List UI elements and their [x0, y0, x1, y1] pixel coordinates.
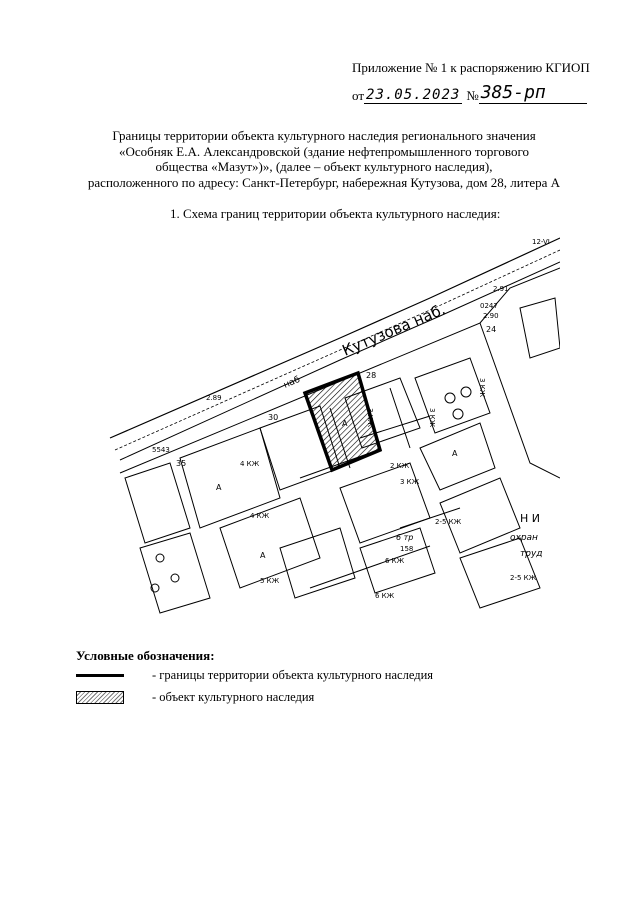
floors-label-5: 3 КЖ	[400, 478, 420, 486]
legend-title: Условные обозначения:	[76, 648, 215, 663]
elev-mark-1: 2.89	[206, 394, 222, 402]
floors-label-10: 6 КЖ	[375, 592, 395, 600]
text-6tp: 6 тр	[396, 533, 414, 542]
letter-a-label-1: А	[342, 419, 348, 428]
number-label: №	[466, 88, 479, 103]
house-number-35: 35	[176, 459, 187, 468]
text-ohran: охран	[510, 533, 538, 543]
document-title	[64, 128, 584, 190]
order-line	[352, 82, 592, 104]
text-12v: 12-VI	[532, 238, 550, 246]
street-short-label: наб	[282, 374, 302, 391]
floors-label-3: 3 КЖ	[428, 408, 436, 428]
elev-mark-4: 5543	[152, 446, 170, 454]
letter-a-label-4: А	[452, 449, 458, 458]
title-line-1: Границы территории объекта культурного наследия регионального значения	[112, 128, 536, 143]
from-label: от	[352, 88, 365, 103]
floors-label-7: 4 КЖ	[250, 512, 270, 520]
text-ni: Н И	[520, 512, 540, 525]
order-number: 385-рп	[479, 82, 587, 104]
house-number-24: 24	[486, 325, 497, 334]
house-number-158: 158	[400, 545, 414, 553]
legend-boundary	[76, 668, 433, 683]
boundary-line-symbol	[76, 674, 124, 677]
appendix-reference: Приложение № 1 к распоряжению КГИОП	[352, 60, 590, 75]
legend-object-text: - объект культурного наследия	[152, 690, 315, 704]
floors-label-8: 5 КЖ	[260, 577, 280, 585]
floors-label-12: 2-5 КЖ	[510, 574, 537, 582]
legend-boundary-text: - границы территории объекта культурного наследия	[152, 668, 434, 682]
floors-label-4: 2 КЖ	[390, 462, 410, 470]
order-date: 23.05.2023	[366, 87, 461, 103]
elev-mark-3: 2.90	[483, 312, 499, 320]
title-line-2: «Особняк Е.А. Александровской (здание нефтепромышленного торгового	[119, 143, 529, 159]
title-line-4: расположенного по адресу: Санкт-Петербург, набережная Кутузова, дом 28, литера А	[87, 174, 561, 190]
boundary-map	[100, 228, 560, 618]
floors-label-6: 4 КЖ	[240, 460, 260, 468]
floors-label-1: 3 КЖ	[366, 408, 374, 428]
house-number-28: 28	[366, 371, 377, 380]
floors-label-9: 6 КЖ	[385, 557, 405, 565]
text-trud: труд	[520, 549, 543, 559]
letter-a-label-2: А	[216, 483, 222, 492]
floors-label-2: 3 КЖ	[478, 378, 486, 398]
section-heading: 1. Схема границ территории объекта культурного наследия:	[170, 206, 501, 221]
house-number-30: 30	[268, 413, 279, 422]
letter-a-label-3: А	[260, 551, 266, 560]
legend-object	[76, 690, 314, 705]
floors-label-11: 2-5 КЖ	[435, 518, 462, 526]
elev-mark-2: 2.91	[493, 285, 509, 293]
title-line-3: общества «Мазут»)», (далее – объект культурного наследия),	[155, 159, 493, 174]
station-mark: 0247	[480, 302, 498, 310]
hatched-area-symbol	[76, 691, 124, 704]
street-label: Кутузова наб.	[339, 300, 448, 360]
